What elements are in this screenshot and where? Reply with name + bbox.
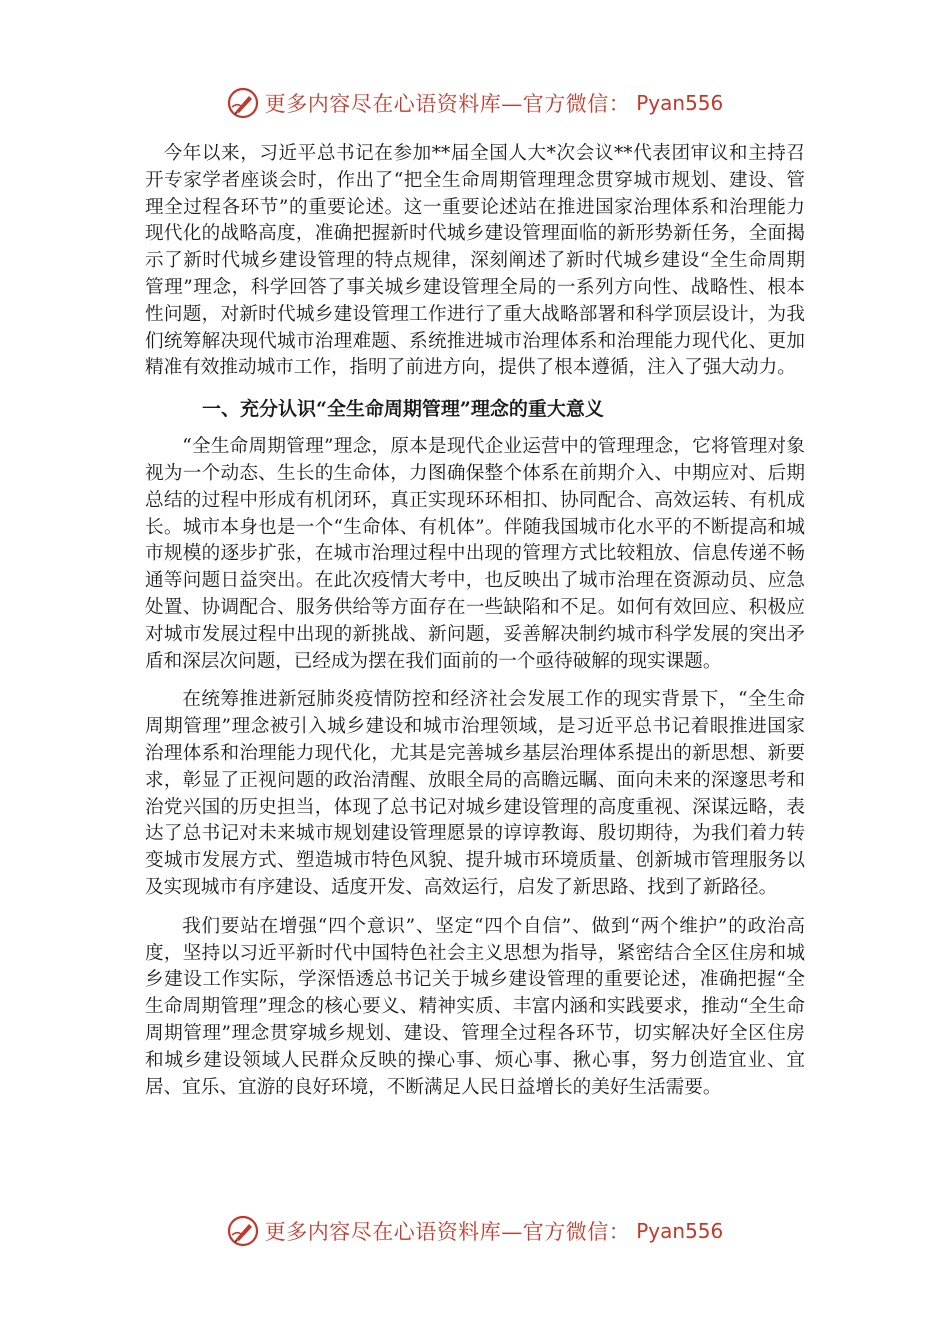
body-paragraph-2: 在统筹推进新冠肺炎疫情防控和经济社会发展工作的现实背景下，“全生命周期管理”理念被引入城乡建设和城市治理领域，是习近平总书记着眼推进国家治理体系和治理能力现代化，尤其是完善城乡基层治理体系提出的新思想、新要求，彰显了正视问题的政治清醒、放眼全局的高瞻远瞩、面向未来的深邃思考和治党兴国的历史担当，体现了总书记对城乡建设管理的高度重视、深谋远略，表达了总书记对未来城市规划建设管理愿景的谆谆教诲、殷切期待，为我们着力转变城市发展方式、塑造城市特色风貌、提升城市环境质量、创新城市管理服务以及实现城市有序建设、适度开发、高效运行，启发了新思路、找到了新路径。 [145, 689, 805, 898]
document-body [145, 141, 805, 1101]
intro-paragraph: 今年以来，习近平总书记在参加**届全国人大*次会议**代表团审议和主持召开专家学者座谈会时，作出了“把全生命周期管理理念贯穿城市规划、建设、管理全过程各环节”的重要论述。这一重要论述站在推进国家治理体系和治理能力现代化的战略高度，准确把握新时代城乡建设管理面临的新形势新任务，全面揭示了新时代城乡建设管理的特点规律，深刻阐述了新时代城乡建设“全生命周期管理”理念，科学回答了事关城乡建设管理全局的一系列方向性、战略性、根本性问题，对新时代城乡建设管理工作进行了重大战略部署和科学顶层设计，为我们统筹解决现代城市治理难题、系统推进城市治理体系和治理能力现代化、更加精准有效推动城市工作，指明了前进方向，提供了根本遵循，注入了强大动力。 [145, 143, 805, 379]
wechat-id: Pyan556 [636, 1219, 724, 1243]
pen-logo-icon [227, 1215, 259, 1247]
header-banner [0, 83, 950, 123]
pen-logo-icon [227, 87, 259, 119]
banner-text: 更多内容尽在心语资料库—官方微信： [264, 92, 631, 116]
body-paragraph-3: 我们要站在增强“四个意识”、坚定“四个自信”、做到“两个维护”的政治高度，坚持以习近平新时代中国特色社会主义思想为指导，紧密结合全区住房和城乡建设工作实际，学深悟透总书记关于城乡建设管理的重要论述，准确把握“全生命周期管理”理念的核心要义、精神实质、丰富内涵和实践要求，推动“全生命周期管理”理念贯穿城乡规划、建设、管理全过程各环节，切实解决好全区住房和城乡建设领域人民群众反映的操心事、烦心事、揪心事，努力创造宜业、宜居、宜乐、宜游的良好环境，不断满足人民日益增长的美好生活需要。 [145, 915, 805, 1098]
body-paragraph-1: “全生命周期管理”理念，原本是现代企业运营中的管理理念，它将管理对象视为一个动态、生长的生命体，力图确保整个体系在前期介入、中期应对、后期总结的过程中形成有机闭环，真正实现环环相扣、协同配合、高效运转、有机成长。城市本身也是一个“生命体、有机体”。伴随我国城市化水平的不断提高和城市规模的逐步扩张，在城市治理过程中出现的管理方式比较粗放、信息传递不畅通等问题日益突出。在此次疫情大考中，也反映出了城市治理在资源动员、应急处置、协调配合、服务供给等方面存在一些缺陷和不足。如何有效回应、积极应对城市发展过程中出现的新挑战、新问题，妥善解决制约城市科学发展的突出矛盾和深层次问题，已经成为摆在我们面前的一个亟待破解的现实课题。 [145, 436, 805, 672]
wechat-id: Pyan556 [636, 91, 724, 115]
footer-banner [0, 1211, 950, 1251]
banner-text: 更多内容尽在心语资料库—官方微信： [264, 1220, 631, 1244]
section-heading: 一、充分认识“全生命周期管理”理念的重大意义 [202, 398, 604, 421]
